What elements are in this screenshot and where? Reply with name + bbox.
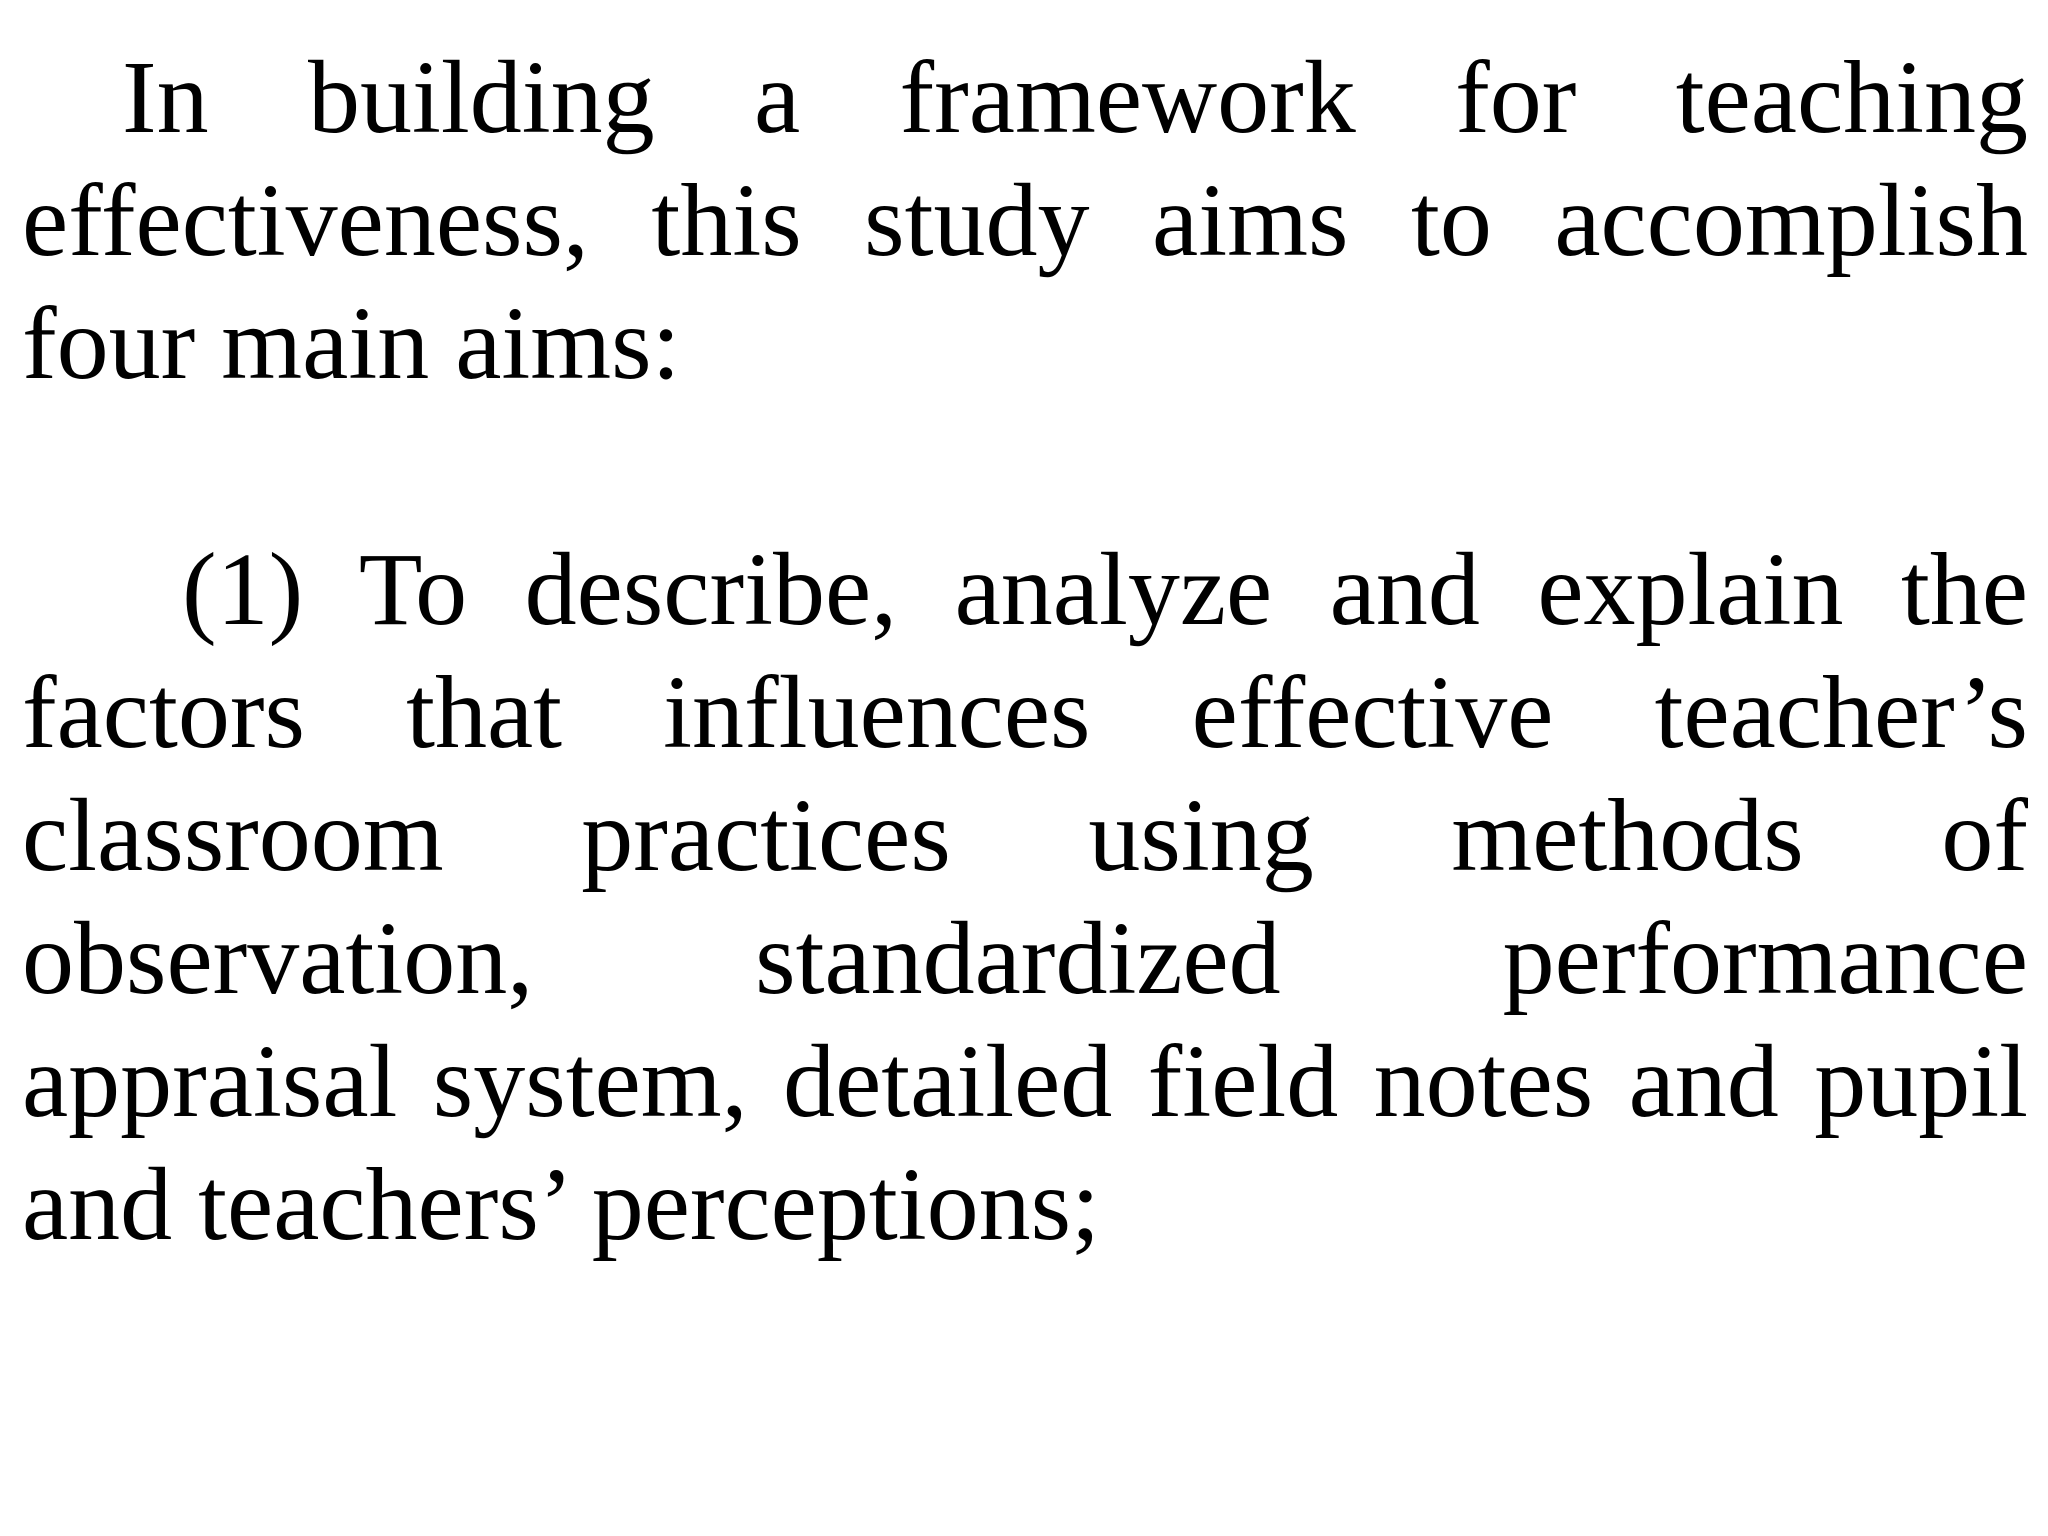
aim-item-1: (1) To describe, analyze and explain the factors that influences effective teacher’s classroom practices using methods of observation, standardized performance appraisal system, detailed field notes and pupil and teachers’ perceptions; xyxy=(22,532,2028,1262)
intro-paragraph: In building a framework for teaching effectiveness, this study aims to accomplish four main aims: xyxy=(22,40,2028,401)
document-body xyxy=(22,36,2028,1266)
